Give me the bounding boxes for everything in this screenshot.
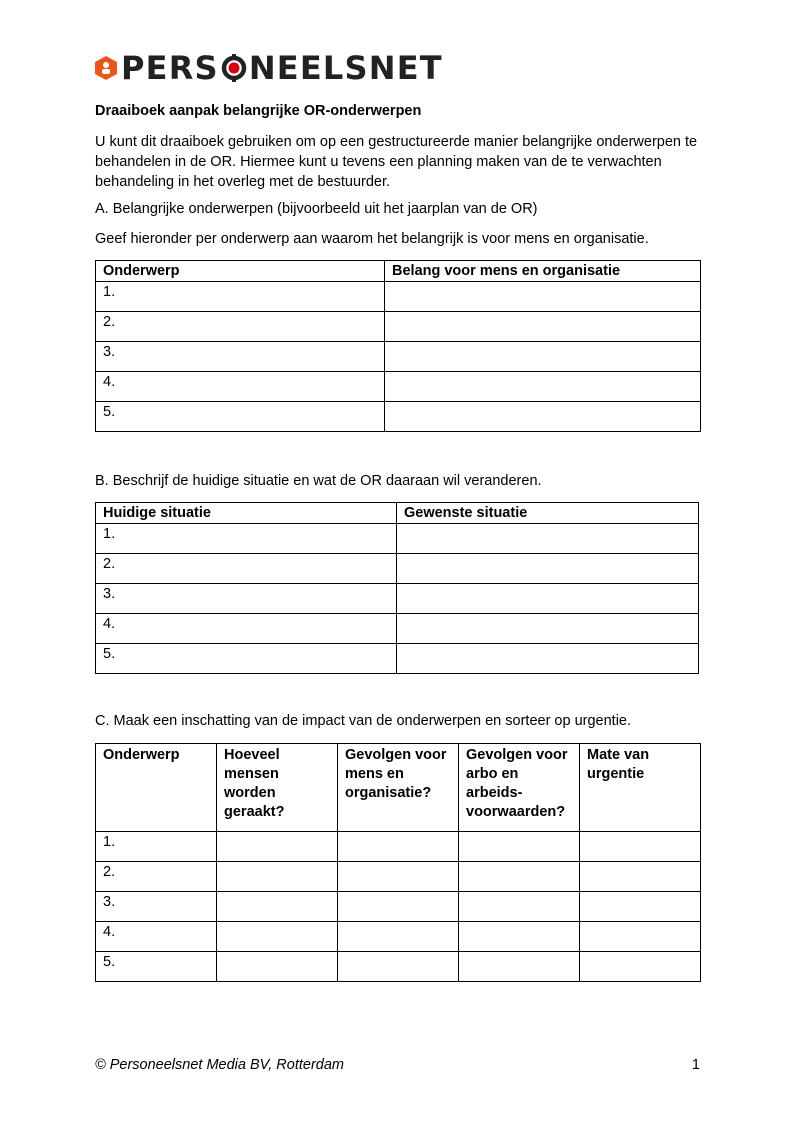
row-number: 3. bbox=[96, 892, 217, 922]
logo-text-part-1: PERS bbox=[121, 49, 219, 87]
table-cell bbox=[397, 614, 699, 644]
row-number: 4. bbox=[96, 614, 397, 644]
section-a-instruction: Geef hieronder per onderwerp aan waarom het belangrijk is voor mens en organisatie. bbox=[95, 231, 649, 247]
table-header-cell bbox=[217, 744, 338, 832]
header-line: voorwaarden? bbox=[466, 804, 566, 820]
table-header-row bbox=[96, 744, 701, 832]
table-cell bbox=[459, 832, 580, 862]
table-cell bbox=[338, 922, 459, 952]
table-cell bbox=[459, 862, 580, 892]
row-number: 3. bbox=[96, 342, 385, 372]
table-cell bbox=[580, 862, 701, 892]
table-cell bbox=[385, 312, 701, 342]
logo-target-icon bbox=[220, 54, 248, 82]
header-line: mensen bbox=[224, 766, 279, 782]
table-cell bbox=[580, 922, 701, 952]
table-header-cell: Onderwerp bbox=[96, 261, 385, 282]
table-cell bbox=[338, 832, 459, 862]
table-cell bbox=[459, 892, 580, 922]
header-line: mens en bbox=[345, 766, 404, 782]
personeelsnet-logo bbox=[95, 50, 443, 86]
table-row bbox=[96, 644, 699, 674]
row-number: 2. bbox=[96, 554, 397, 584]
header-line: arbo en bbox=[466, 766, 519, 782]
table-cell bbox=[580, 892, 701, 922]
table-header-cell: Gewenste situatie bbox=[397, 503, 699, 524]
table-row bbox=[96, 832, 701, 862]
table-cell bbox=[459, 922, 580, 952]
section-a-heading: A. Belangrijke onderwerpen (bijvoorbeeld uit het jaarplan van de OR) bbox=[95, 201, 538, 217]
table-header-cell: Huidige situatie bbox=[96, 503, 397, 524]
table-cell bbox=[385, 402, 701, 432]
table-cell bbox=[385, 372, 701, 402]
table-header-row bbox=[96, 503, 699, 524]
table-header-cell bbox=[580, 744, 701, 832]
table-row bbox=[96, 922, 701, 952]
row-number: 5. bbox=[96, 402, 385, 432]
table-header-cell bbox=[459, 744, 580, 832]
table-row bbox=[96, 312, 701, 342]
table-cell bbox=[580, 832, 701, 862]
page-number: 1 bbox=[691, 1057, 700, 1073]
table-cell bbox=[397, 644, 699, 674]
header-line: organisatie? bbox=[345, 785, 432, 801]
section-c-heading: C. Maak een inschatting van de impact van de onderwerpen en sorteer op urgentie. bbox=[95, 713, 632, 729]
table-row bbox=[96, 554, 699, 584]
logo-hexagon-icon bbox=[95, 56, 117, 80]
table-header-row bbox=[96, 261, 701, 282]
section-b-heading: B. Beschrijf de huidige situatie en wat de OR daaraan wil veranderen. bbox=[95, 473, 542, 489]
table-row bbox=[96, 892, 701, 922]
table-row bbox=[96, 372, 701, 402]
row-number: 4. bbox=[96, 922, 217, 952]
row-number: 3. bbox=[96, 584, 397, 614]
header-line: Mate van bbox=[587, 747, 650, 763]
table-cell bbox=[217, 832, 338, 862]
logo-wordmark bbox=[121, 49, 443, 87]
table-header-cell bbox=[96, 744, 217, 832]
table-cell bbox=[338, 892, 459, 922]
header-line: Hoeveel bbox=[224, 747, 280, 763]
table-cell bbox=[338, 862, 459, 892]
section-b-table bbox=[95, 502, 699, 674]
table-row bbox=[96, 614, 699, 644]
row-number: 2. bbox=[96, 862, 217, 892]
document-title: Draaiboek aanpak belangrijke OR-onderwerpen bbox=[95, 103, 422, 119]
table-header-cell: Belang voor mens en organisatie bbox=[385, 261, 701, 282]
footer-copyright: © Personeelsnet Media BV, Rotterdam bbox=[95, 1057, 344, 1073]
section-a-table bbox=[95, 260, 701, 432]
table-cell bbox=[338, 952, 459, 982]
table-row bbox=[96, 952, 701, 982]
header-line: Onderwerp bbox=[103, 747, 180, 763]
row-number: 2. bbox=[96, 312, 385, 342]
table-cell bbox=[217, 952, 338, 982]
table-cell bbox=[397, 524, 699, 554]
header-line: worden bbox=[224, 785, 276, 801]
header-line: urgentie bbox=[587, 766, 645, 782]
row-number: 5. bbox=[96, 952, 217, 982]
table-cell bbox=[217, 862, 338, 892]
table-cell bbox=[385, 342, 701, 372]
row-number: 5. bbox=[96, 644, 397, 674]
table-row bbox=[96, 862, 701, 892]
table-row bbox=[96, 524, 699, 554]
header-line: Gevolgen voor bbox=[466, 747, 568, 763]
table-cell bbox=[385, 282, 701, 312]
row-number: 1. bbox=[96, 524, 397, 554]
table-row bbox=[96, 342, 701, 372]
header-line: geraakt? bbox=[224, 804, 285, 820]
row-number: 1. bbox=[96, 282, 385, 312]
table-row bbox=[96, 402, 701, 432]
table-cell bbox=[459, 952, 580, 982]
section-c-table bbox=[95, 743, 701, 982]
table-row bbox=[96, 584, 699, 614]
header-line: arbeids- bbox=[466, 785, 523, 801]
intro-paragraph: U kunt dit draaiboek gebruiken om op een gestructureerde manier belangrijke onderwerpen te behandelen in de OR. Hiermee kunt u tevens een planning maken van de te verwachten behandeling in het overleg met de bestuurder. bbox=[95, 134, 698, 190]
logo-text-part-2: NEELSNET bbox=[248, 49, 443, 87]
table-cell bbox=[397, 554, 699, 584]
row-number: 4. bbox=[96, 372, 385, 402]
row-number: 1. bbox=[96, 832, 217, 862]
table-cell bbox=[397, 584, 699, 614]
table-row bbox=[96, 282, 701, 312]
table-header-cell bbox=[338, 744, 459, 832]
header-line: Gevolgen voor bbox=[345, 747, 447, 763]
table-cell bbox=[217, 922, 338, 952]
table-cell bbox=[217, 892, 338, 922]
table-cell bbox=[580, 952, 701, 982]
